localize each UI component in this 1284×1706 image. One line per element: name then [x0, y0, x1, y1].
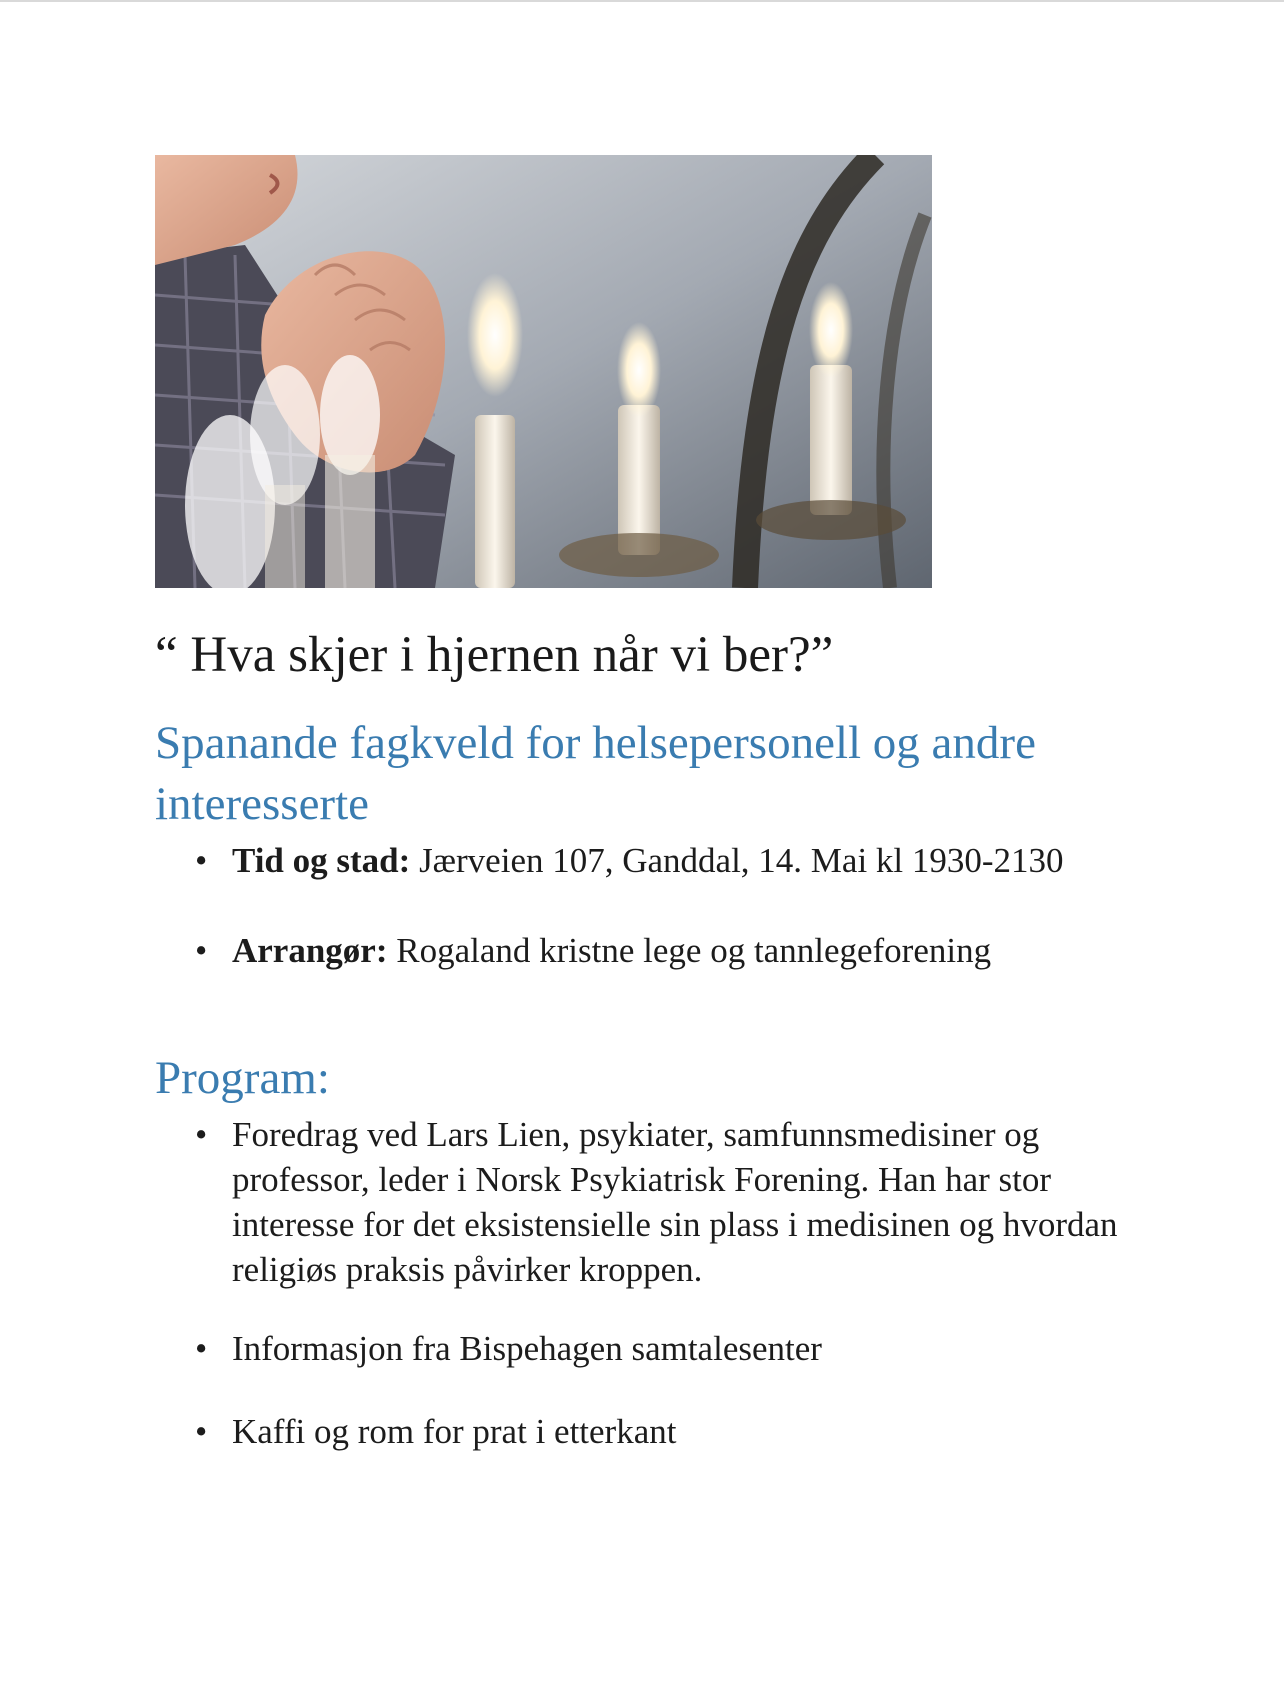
bullet-icon: •	[195, 1115, 208, 1154]
detail-organizer	[195, 928, 1145, 974]
detail-value: Rogaland kristne lege og tannlegeforening	[387, 931, 992, 970]
event-details-list	[195, 838, 1145, 974]
bullet-icon: •	[195, 931, 208, 970]
detail-value: Jærveien 107, Ganddal, 14. Mai kl 1930-2130	[410, 841, 1064, 880]
program-list	[195, 1112, 1145, 1455]
program-item	[195, 1112, 1145, 1292]
detail-label: Tid og stad:	[232, 841, 411, 880]
bullet-icon: •	[195, 841, 208, 880]
event-subtitle: Spanande fagkveld for helsepersonell og andre interesserte	[155, 717, 1036, 830]
program-heading: Program:	[155, 1052, 330, 1104]
program-item-text: Foredrag ved Lars Lien, psykiater, samfunnsmedisiner og professor, leder i Norsk Psykiatrisk Forening. Han har stor interesse for det eksistensielle sin plass i medisinen og hvordan religiøs praksis påvirker kroppen.	[232, 1115, 1118, 1289]
program-item	[195, 1409, 1145, 1455]
detail-label: Arrangør:	[232, 931, 388, 970]
detail-time-place	[195, 838, 1145, 884]
program-item	[195, 1326, 1145, 1372]
program-item-text: Informasjon fra Bispehagen samtalesenter	[232, 1329, 822, 1368]
event-title: “ Hva skjer i hjernen når vi ber?”	[155, 627, 834, 683]
bullet-icon: •	[195, 1412, 208, 1451]
top-border	[0, 0, 1284, 2]
program-item-text: Kaffi og rom for prat i etterkant	[232, 1412, 677, 1451]
praying-child-candles-photo	[155, 155, 932, 588]
bullet-icon: •	[195, 1329, 208, 1368]
